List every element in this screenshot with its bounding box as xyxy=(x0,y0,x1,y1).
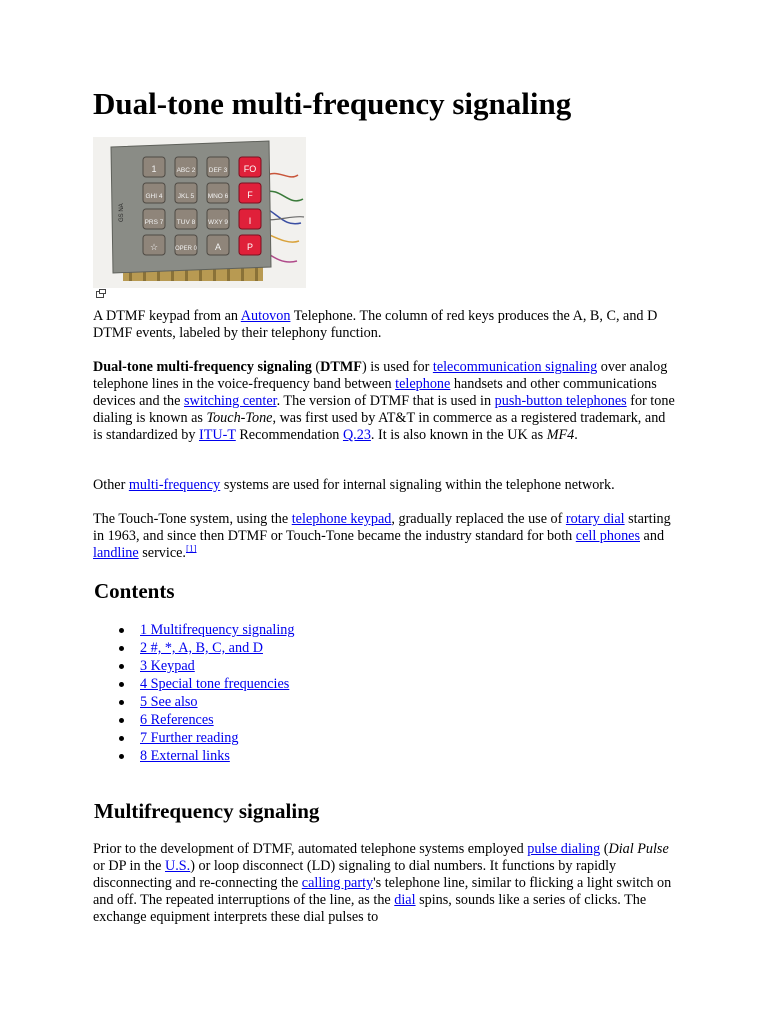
toc-item xyxy=(118,675,294,693)
toc-link-further-reading[interactable]: 7 Further reading xyxy=(140,730,239,746)
key-3: DEF 3 xyxy=(208,167,228,174)
key-2: ABC 2 xyxy=(176,167,196,174)
link-telephone[interactable]: telephone xyxy=(395,376,451,392)
table-of-contents xyxy=(118,621,294,765)
toc-item xyxy=(118,747,294,765)
toc-link-references[interactable]: 6 References xyxy=(140,712,214,728)
key-i: I xyxy=(248,216,252,226)
link-switching-center[interactable]: switching center xyxy=(184,393,277,409)
multifrequency-heading: Multifrequency signaling xyxy=(94,799,320,823)
key-5: JKL 5 xyxy=(177,193,195,200)
link-telecommunication-signaling[interactable]: telecommunication signaling xyxy=(432,359,598,375)
link-multi-frequency[interactable]: multi-frequency xyxy=(128,477,221,493)
key-a: A xyxy=(214,242,222,252)
key-1: 1 xyxy=(151,164,157,174)
link-itu-t[interactable]: ITU-T xyxy=(198,427,236,443)
key-7: PRS 7 xyxy=(144,219,164,226)
page-title: Dual-tone multi-frequency signaling xyxy=(93,86,572,121)
link-dial[interactable]: dial xyxy=(394,892,416,908)
toc-item xyxy=(118,729,294,747)
toc-item xyxy=(118,639,294,657)
svg-text:GS NA: GS NA xyxy=(119,203,125,222)
key-fo: FO xyxy=(243,164,257,174)
key-4: GHI 4 xyxy=(145,193,163,200)
toc-link-multifrequency-signaling[interactable]: 1 Multifrequency signaling xyxy=(140,622,295,638)
toc-item xyxy=(118,657,294,675)
multifrequency-paragraph: Prior to the development of DTMF, automated telephone systems employed pulse dialing (Dial Pulse or DP in the U.S.) or loop disconnect (LD) signaling to dial numbers. It functions by rapidly disconnecting and re-connecting the calling party's telephone line, similar to flicking a light switch on and off. The repeated interruptions of the line, as the dial spins, sounds like a series of clicks. The exchange equipment interprets these dial pulses to xyxy=(93,841,672,925)
key-0: OPER 0 xyxy=(174,246,198,252)
toc-item xyxy=(118,621,294,639)
contents-heading: Contents xyxy=(94,579,175,603)
toc-link-keypad[interactable]: 3 Keypad xyxy=(140,658,195,674)
link-telephone-keypad[interactable]: telephone keypad xyxy=(291,511,392,527)
keypad-photo xyxy=(93,137,306,288)
toc-item xyxy=(118,693,294,711)
reference-link[interactable]: [1] xyxy=(185,543,197,554)
touch-tone-paragraph: The Touch-Tone system, using the telephone keypad, gradually replaced the use of rotary dial starting in 1963, and since then DTMF or Touch-Tone became the industry standard for both cell phones and landline service.[1] xyxy=(93,511,671,561)
toc-link-hash-star-abcd[interactable]: 2 #, *, A, B, C, and D xyxy=(140,640,263,656)
key-p: P xyxy=(246,242,254,252)
link-push-button-telephones[interactable]: push-button telephones xyxy=(494,393,627,409)
link-calling-party[interactable]: calling party xyxy=(301,875,374,891)
key-star: ☆ xyxy=(149,242,159,252)
link-pulse-dialing[interactable]: pulse dialing xyxy=(527,841,601,857)
toc-link-external-links[interactable]: 8 External links xyxy=(140,748,230,764)
toc-item xyxy=(118,711,294,729)
key-9: WXY 9 xyxy=(207,219,229,226)
link-q23[interactable]: Q.23 xyxy=(342,427,371,443)
image-caption: A DTMF keypad from an Autovon Telephone. The column of red keys produces the A, B, C, and D DTMF events, labeled by their telephony function. xyxy=(93,308,658,341)
key-8: TUV 8 xyxy=(176,219,196,226)
link-landline[interactable]: landline xyxy=(93,545,139,561)
key-6: MNO 6 xyxy=(207,193,229,200)
link-us[interactable]: U.S. xyxy=(164,858,191,874)
key-f: F xyxy=(247,190,253,200)
intro-paragraph: Dual-tone multi-frequency signaling (DTMF) is used for telecommunication signaling over analog telephone lines in the voice-frequency band between telephone handsets and other communications devices and the switching center. The version of DTMF that is used in push-button telephones for tone dialing is known as Touch-Tone, was first used by AT&T in commerce as a registered trademark, and is standardized by ITU-T Recommendation Q.23. It is also known in the UK as MF4. xyxy=(93,359,675,443)
other-systems-paragraph: Other multi-frequency systems are used for internal signaling within the telephone network. xyxy=(93,477,615,493)
toc-link-see-also[interactable]: 5 See also xyxy=(140,694,198,710)
link-rotary-dial[interactable]: rotary dial xyxy=(565,511,625,527)
link-autovon[interactable]: Autovon xyxy=(240,308,291,324)
toc-link-special-tone-frequencies[interactable]: 4 Special tone frequencies xyxy=(140,676,290,692)
enlarge-icon[interactable] xyxy=(96,289,106,298)
dtmf-keypad-image[interactable] xyxy=(93,137,306,288)
link-cell-phones[interactable]: cell phones xyxy=(575,528,640,544)
